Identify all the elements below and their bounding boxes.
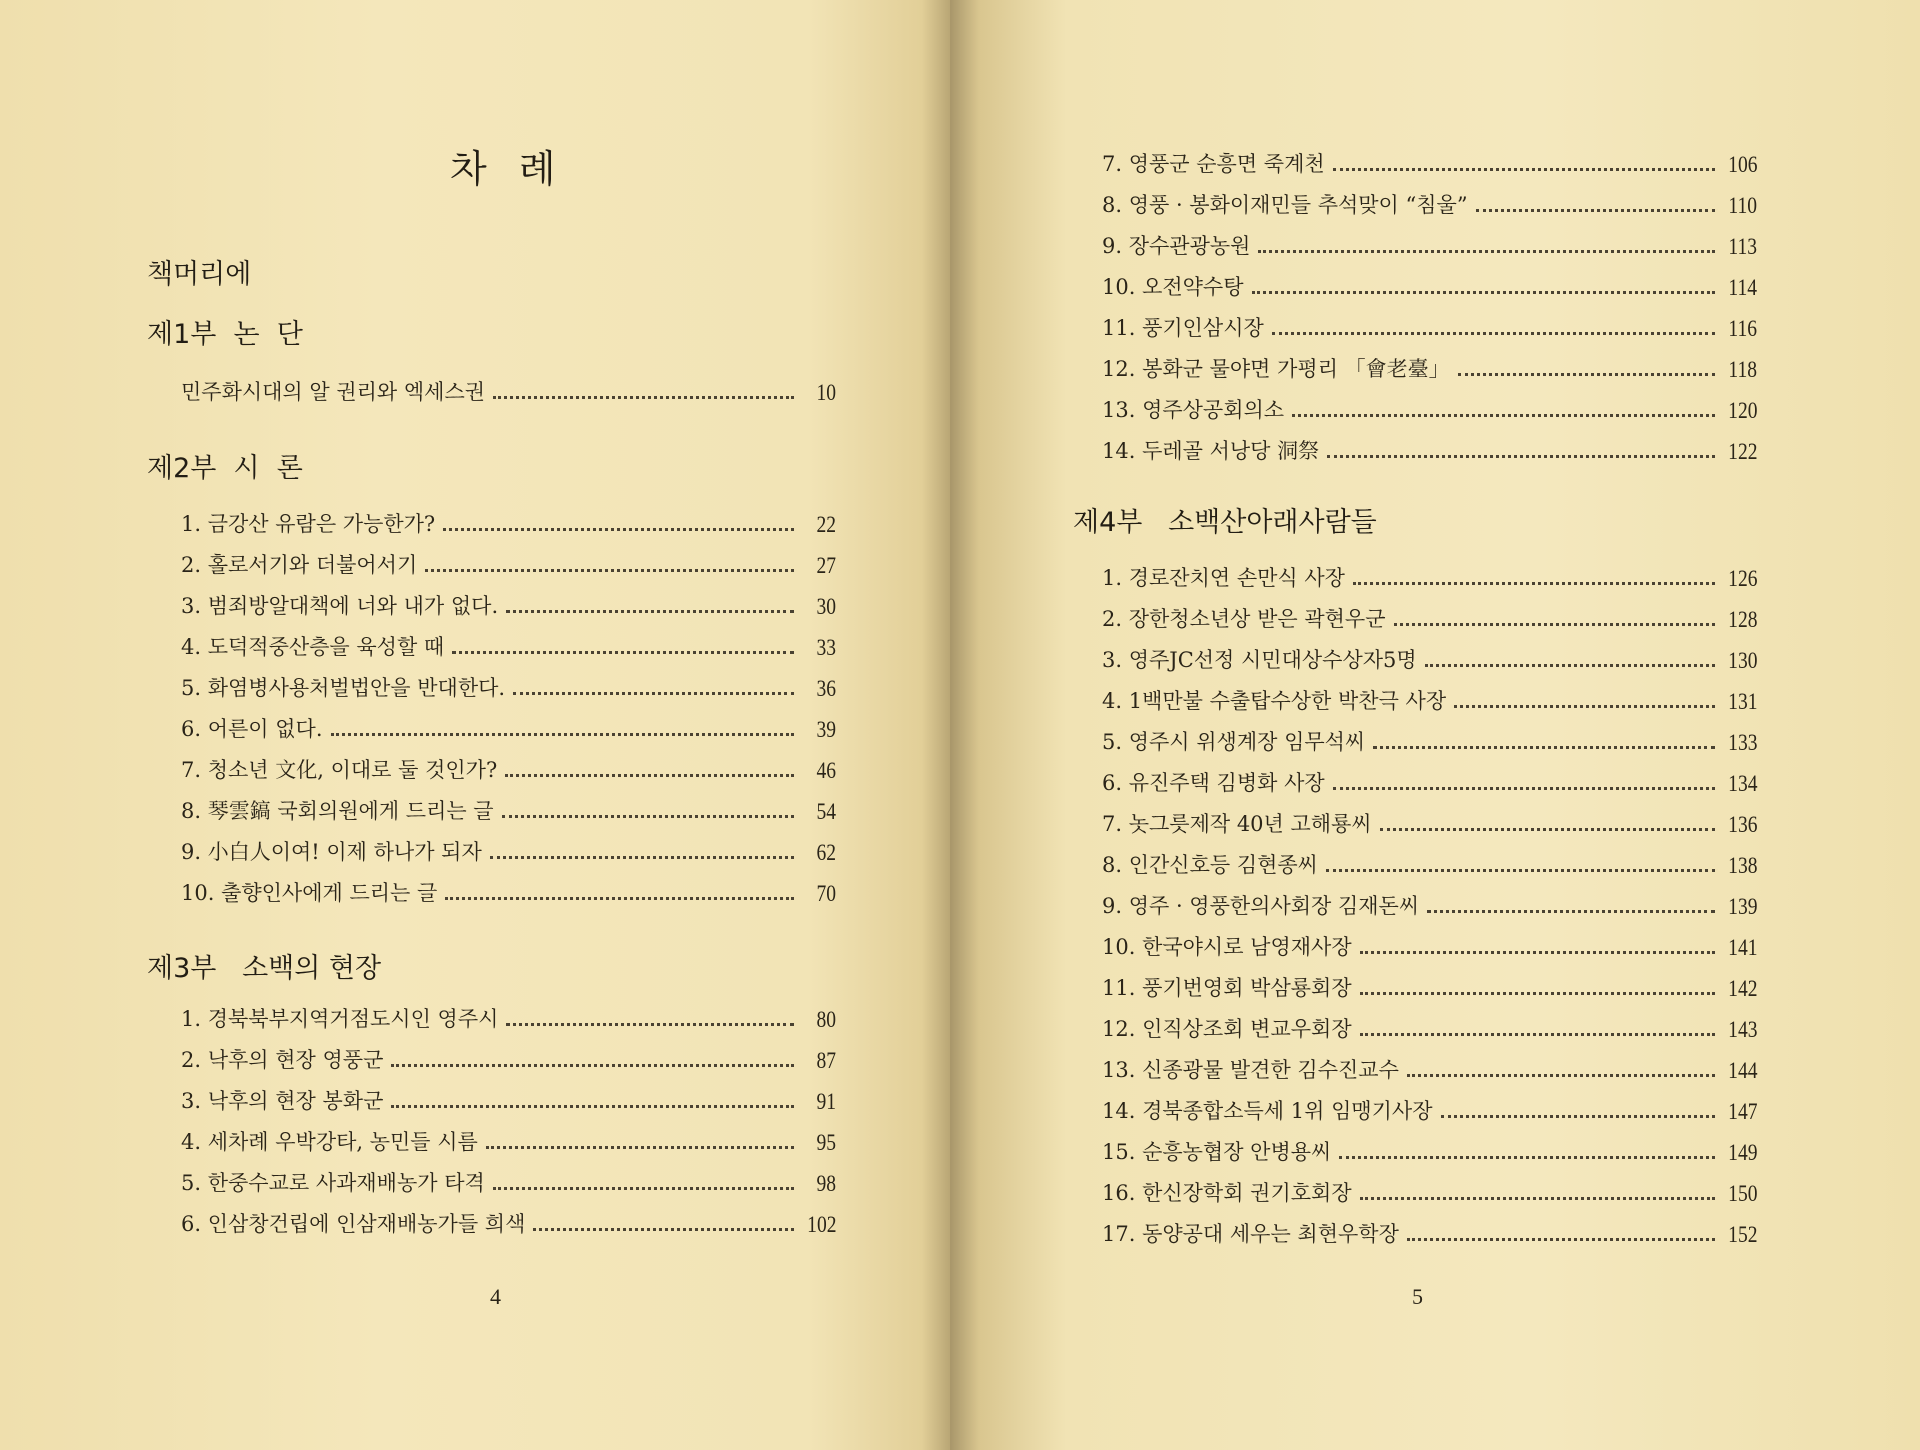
dot-leader [452,651,794,654]
toc-entry-page: 62 [816,840,836,865]
toc-entry [1102,961,1757,1002]
toc-entry-title: 11. 풍기번영회 박삼룡회장 [1102,976,1352,1000]
toc-entry-page: 98 [816,1171,836,1196]
toc-list-part4 [1102,551,1757,1248]
dot-leader [1407,1238,1715,1241]
toc-entry-page: 118 [1728,357,1757,382]
left-page [0,0,950,1450]
dot-leader [505,774,794,777]
dot-leader [486,1146,794,1149]
toc-entry-page: 70 [816,881,836,906]
page-number-left: 4 [490,1284,501,1309]
toc-heading-part4: 제4부 소백산아래사람들 [1073,507,1377,538]
toc-entry [1102,219,1757,260]
toc-entry [181,1074,836,1115]
toc-entry-page: 126 [1727,566,1757,591]
dot-leader [1333,168,1715,171]
toc-entry [1102,178,1757,219]
dot-leader [533,1228,793,1231]
dot-leader [425,569,794,572]
toc-entry-page: 80 [816,1007,836,1032]
dot-leader [1333,787,1715,790]
toc-entry-page: 139 [1727,894,1757,919]
dot-leader [1326,869,1715,872]
toc-entry [1102,592,1757,633]
toc-entry-title: 2. 홀로서기와 더불어서기 [181,553,418,577]
toc-entry-page: 114 [1728,275,1757,300]
toc-entry-page: 143 [1727,1017,1757,1042]
toc-list-part1 [181,365,836,406]
dot-leader [331,733,795,736]
toc-entry-title: 2. 낙후의 현장 영풍군 [181,1048,384,1072]
toc-entry-page: 10 [816,380,836,405]
toc-entry-page: 131 [1727,689,1757,714]
dot-leader [1252,291,1715,294]
dot-leader [1476,209,1715,212]
toc-heading-preface: 책머리에 [147,259,252,290]
toc-entry-title: 9. 장수관광농원 [1102,234,1251,258]
dot-leader [1380,828,1715,831]
dot-leader [445,897,794,900]
dot-leader [1394,623,1715,626]
toc-entry-title: 16. 한신장학회 권기호회장 [1102,1181,1352,1205]
toc-entry-page: 150 [1727,1181,1757,1206]
toc-entry-title: 12. 인직상조회 변교우회장 [1102,1017,1352,1041]
toc-entry-title: 14. 경북종합소득세 1위 임맹기사장 [1102,1099,1433,1123]
toc-entry-title: 17. 동양공대 세우는 최현우학장 [1102,1222,1399,1246]
toc-entry [1102,342,1757,383]
toc-entry [181,992,836,1033]
toc-entry [1102,1043,1757,1084]
dot-leader [490,856,794,859]
dot-leader [391,1105,794,1108]
dot-leader [1292,414,1714,417]
toc-list-part3 [181,992,836,1238]
toc-entry-page: 95 [816,1130,836,1155]
toc-entry-title: 8. 인간신호등 김현종씨 [1102,853,1318,877]
toc-entry [1102,1084,1757,1125]
dot-leader [1441,1115,1715,1118]
toc-entry-title: 6. 어른이 없다. [181,717,323,741]
toc-entry [181,1197,836,1238]
toc-entry [1102,1166,1757,1207]
toc-entry-page: 22 [816,512,836,537]
dot-leader [1360,1197,1715,1200]
toc-entry-page: 27 [816,553,836,578]
toc-entry-page: 106 [1727,152,1757,177]
dot-leader [1427,910,1714,913]
toc-entry-page: 122 [1727,439,1757,464]
toc-entry-title: 6. 인삼창건립에 인삼재배농가들 희색 [181,1212,526,1236]
toc-entry [1102,1125,1757,1166]
toc-entry [1102,551,1757,592]
toc-entry-title: 5. 한중수교로 사과재배농가 타격 [181,1171,485,1195]
toc-entry-page: 147 [1727,1099,1757,1124]
toc-entry-page: 136 [1727,812,1757,837]
dot-leader [1258,250,1715,253]
dot-leader [1272,332,1715,335]
toc-entry [1102,383,1757,424]
toc-list-part3-continued [1102,137,1757,465]
right-page [950,0,1920,1450]
toc-entry-page: 133 [1727,730,1757,755]
toc-entry-page: 116 [1728,316,1757,341]
toc-entry-title: 4. 1백만불 수출탑수상한 박찬극 사장 [1102,689,1447,713]
toc-entry-title: 1. 경로잔치연 손만식 사장 [1102,566,1345,590]
toc-entry-page: 120 [1727,398,1757,423]
toc-entry [1102,1207,1757,1248]
toc-entry-page: 128 [1727,607,1757,632]
dot-leader [1360,992,1715,995]
toc-entry-title: 5. 화염병사용처벌법안을 반대한다. [181,676,506,700]
toc-entry-title: 6. 유진주택 김병화 사장 [1102,771,1325,795]
toc-entry-page: 134 [1727,771,1757,796]
toc-entry-title: 12. 봉화군 물야면 가평리 「會老臺」 [1102,357,1450,381]
dot-leader [1353,582,1715,585]
dot-leader [493,1187,794,1190]
toc-entry [1102,715,1757,756]
toc-entry-title: 10. 출향인사에게 드리는 글 [181,881,438,905]
toc-entry-title: 7. 놋그릇제작 40년 고해룡씨 [1102,812,1372,836]
toc-heading-part3: 제3부 소백의 현장 [147,953,382,984]
toc-entry-title: 15. 순흥농협장 안병용씨 [1102,1140,1332,1164]
toc-entry-page: 141 [1727,935,1757,960]
dot-leader [493,396,794,399]
toc-entry [1102,879,1757,920]
toc-entry-title: 8. 琴雲鎬 국회의원에게 드리는 글 [181,799,494,823]
toc-entry-title: 9. 영주 · 영풍한의사회장 김재돈씨 [1102,894,1420,918]
toc-entry-page: 46 [816,758,836,783]
toc-entry [181,620,836,661]
toc-entry-page: 33 [816,635,836,660]
dot-leader [1360,1033,1715,1036]
toc-entry [1102,260,1757,301]
dot-leader [443,528,794,531]
toc-entry-title: 민주화시대의 알 권리와 엑세스권 [181,380,486,404]
dot-leader [1327,455,1714,458]
toc-entry [181,579,836,620]
dot-leader [1407,1074,1715,1077]
toc-entry-page: 142 [1727,976,1757,1001]
dot-leader [1425,664,1715,667]
toc-entry-title: 7. 청소년 文化, 이대로 둘 것인가? [181,758,498,782]
dot-leader [1458,373,1715,376]
toc-heading-part2: 제2부 시 론 [147,453,303,484]
toc-entry-title: 13. 영주상공회의소 [1102,398,1285,422]
toc-entry [181,866,836,907]
toc-entry-title: 14. 두레골 서낭당 洞祭 [1102,439,1320,463]
toc-entry [181,661,836,702]
toc-entry-page: 39 [816,717,836,742]
toc-entry-title: 11. 풍기인삼시장 [1102,316,1264,340]
toc-entry [181,1033,836,1074]
toc-entry [181,538,836,579]
toc-entry [181,1156,836,1197]
dot-leader [1454,705,1714,708]
toc-entry-page: 152 [1727,1222,1757,1247]
toc-entry [181,825,836,866]
toc-entry-page: 144 [1727,1058,1757,1083]
toc-entry-title: 10. 한국야시로 남영재사장 [1102,935,1352,959]
toc-entry-page: 87 [816,1048,836,1073]
toc-list-part2 [181,497,836,907]
toc-entry-title: 10. 오전약수탕 [1102,275,1244,299]
toc-entry-page: 36 [816,676,836,701]
dot-leader [506,610,794,613]
dot-leader [506,1023,794,1026]
toc-entry-title: 9. 小白人이여! 이제 하나가 되자 [181,840,482,864]
toc-entry [1102,674,1757,715]
toc-entry-page: 149 [1727,1140,1757,1165]
toc-entry [181,365,836,406]
toc-entry-title: 13. 신종광물 발견한 김수진교수 [1102,1058,1399,1082]
toc-entry [181,784,836,825]
toc-entry-title: 3. 영주JC선정 시민대상수상자5명 [1102,648,1417,672]
page-number-right: 5 [1412,1284,1423,1309]
toc-entry-title: 8. 영풍 · 봉화이재민들 추석맞이 “침울” [1102,193,1468,217]
toc-entry-page: 91 [816,1089,836,1114]
toc-entry [1102,137,1757,178]
toc-entry-page: 30 [816,594,836,619]
toc-entry-page: 113 [1728,234,1757,259]
toc-entry [181,702,836,743]
toc-entry [1102,633,1757,674]
toc-entry [1102,838,1757,879]
toc-entry-page: 138 [1727,853,1757,878]
dot-leader [391,1064,794,1067]
toc-entry [181,1115,836,1156]
toc-heading-part1: 제1부 논 단 [147,319,303,350]
toc-entry [1102,756,1757,797]
toc-entry-title: 7. 영풍군 순흥면 죽계천 [1102,152,1325,176]
toc-entry [1102,797,1757,838]
toc-entry-title: 3. 낙후의 현장 봉화군 [181,1089,384,1113]
toc-entry [1102,301,1757,342]
toc-entry [181,743,836,784]
dot-leader [1373,746,1714,749]
toc-entry [1102,424,1757,465]
toc-entry-title: 3. 범죄방알대책에 너와 내가 없다. [181,594,499,618]
toc-title: 차 례 [450,147,566,191]
toc-entry-title: 4. 세차례 우박강타, 농민들 시름 [181,1130,478,1154]
dot-leader [1360,951,1715,954]
toc-entry-page: 54 [816,799,836,824]
dot-leader [502,815,794,818]
toc-entry-title: 2. 장한청소년상 받은 곽현우군 [1102,607,1386,631]
toc-entry-title: 1. 경북북부지역거점도시인 영주시 [181,1007,499,1031]
dot-leader [513,692,794,695]
toc-entry-title: 4. 도덕적중산층을 육성할 때 [181,635,445,659]
toc-entry-title: 1. 금강산 유람은 가능한가? [181,512,436,536]
toc-entry-page: 130 [1727,648,1757,673]
toc-entry-title: 5. 영주시 위생계장 임무석씨 [1102,730,1366,754]
toc-entry [181,497,836,538]
toc-entry [1102,920,1757,961]
toc-entry-page: 102 [806,1212,836,1237]
dot-leader [1339,1156,1714,1159]
toc-entry [1102,1002,1757,1043]
toc-entry-page: 110 [1728,193,1757,218]
